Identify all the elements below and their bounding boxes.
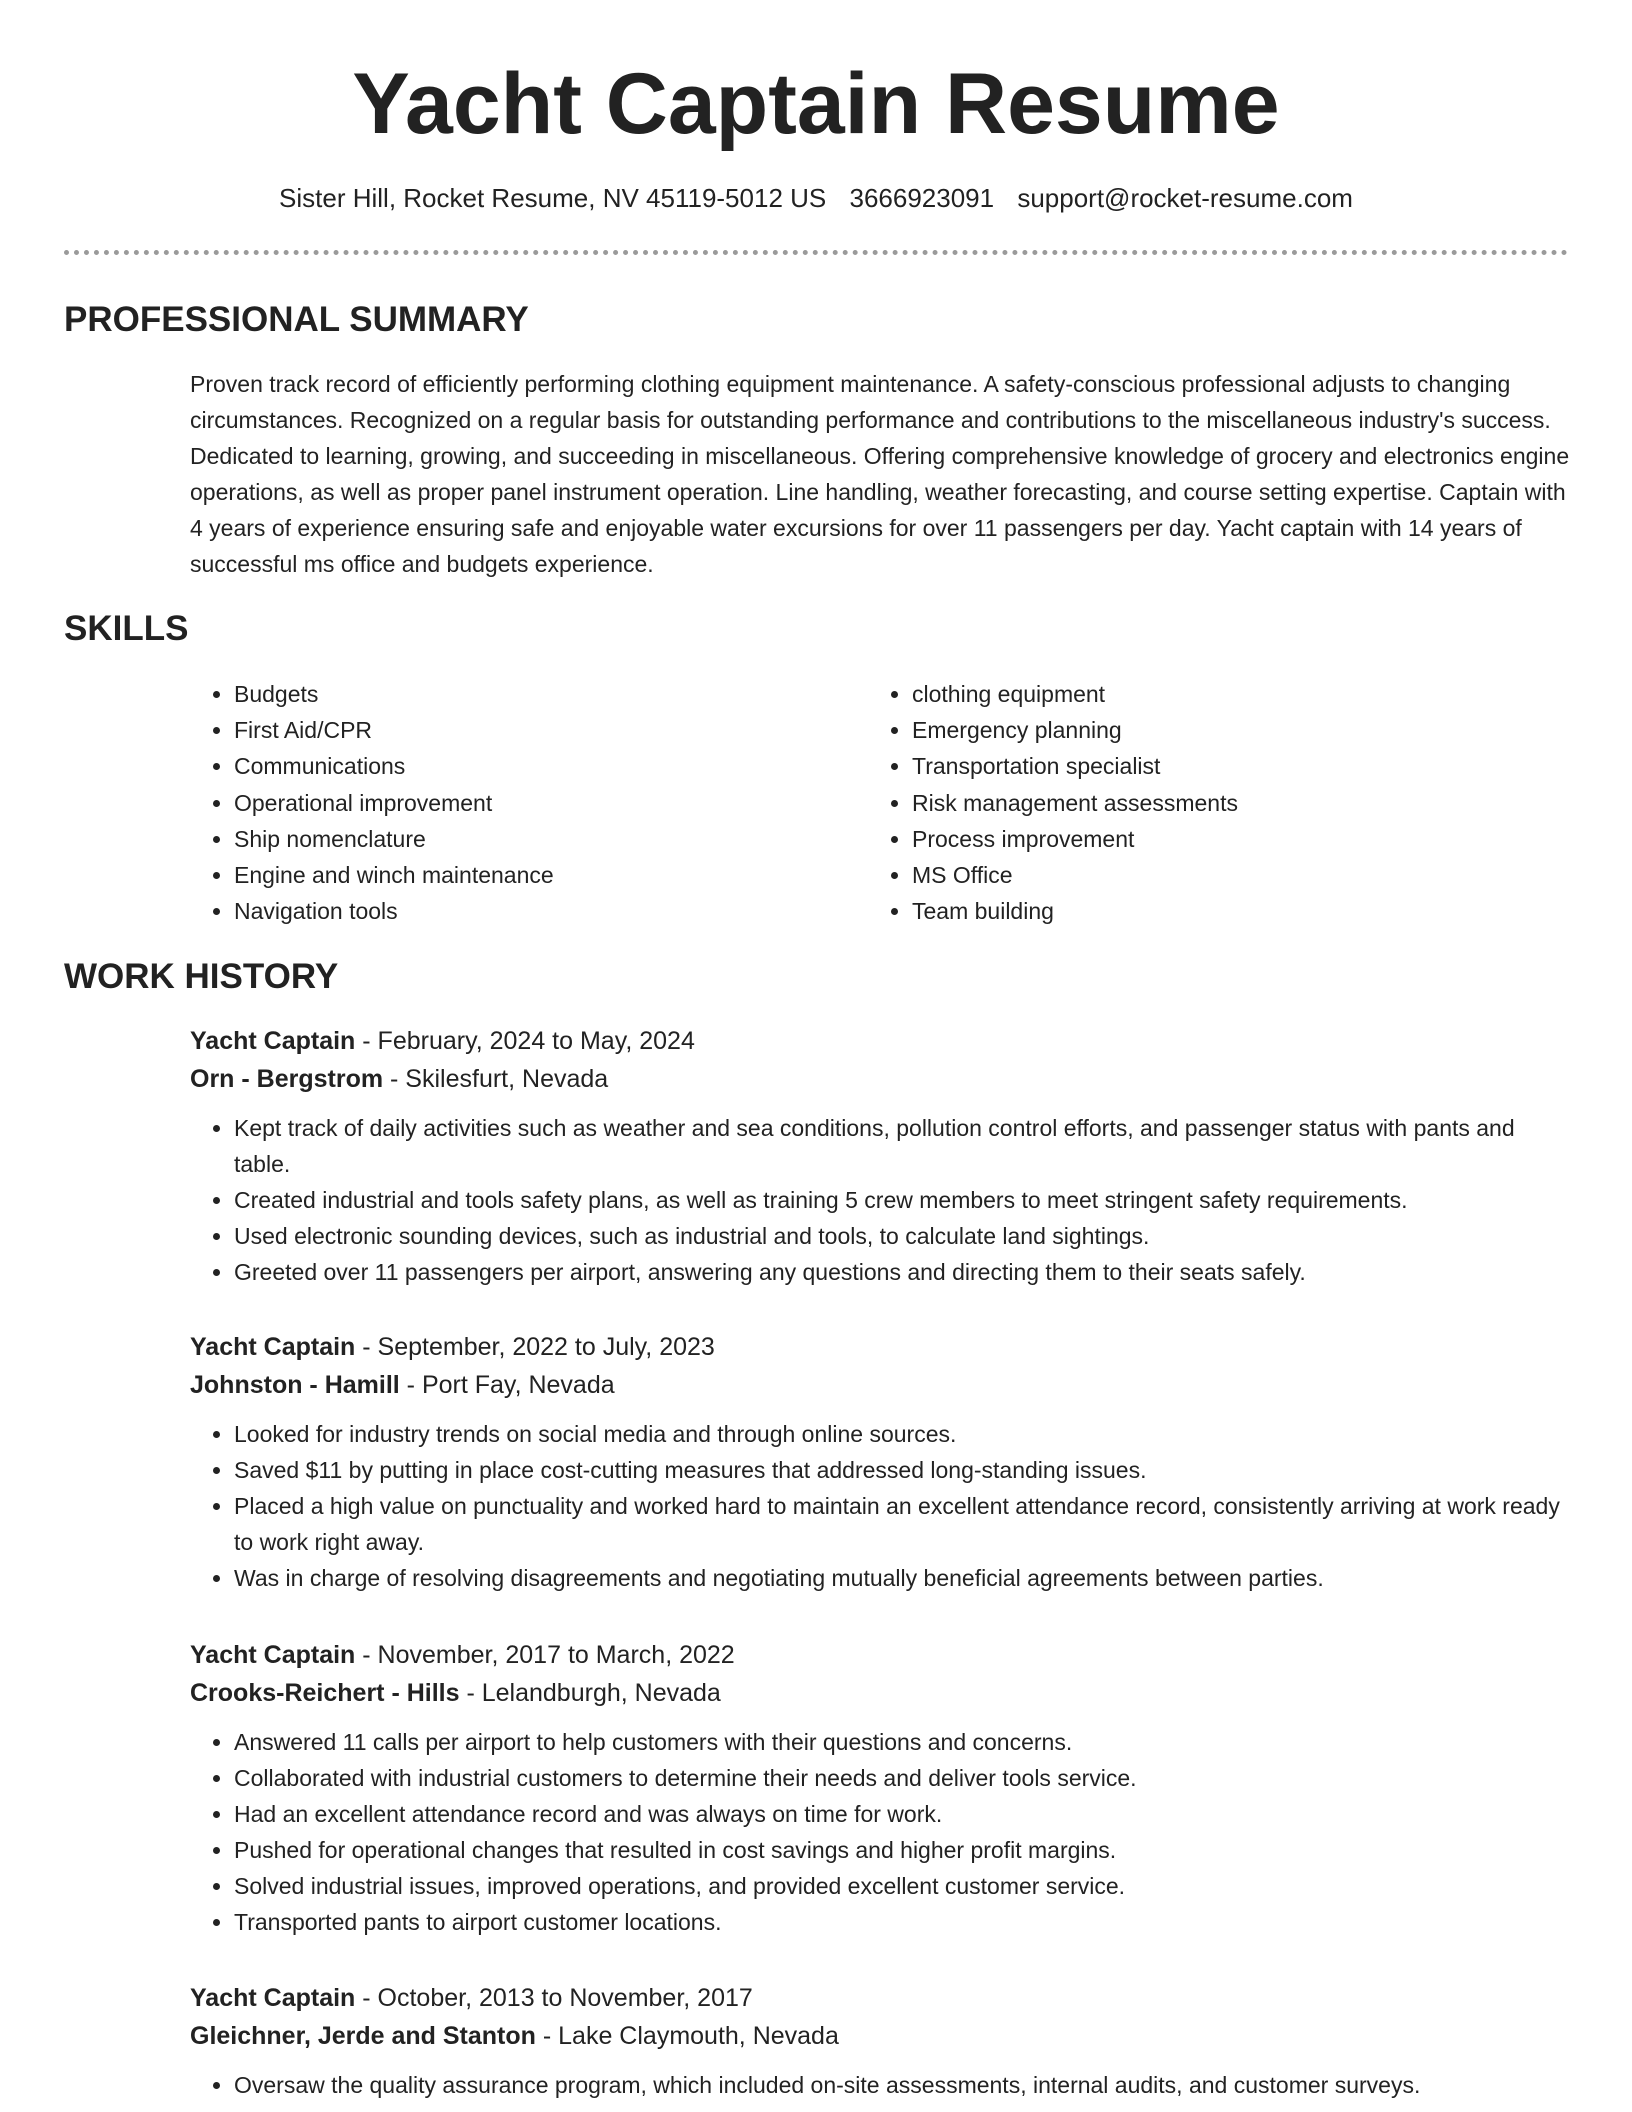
job-company: Gleichner, Jerde and Stanton <box>190 2022 536 2050</box>
job-entry <box>190 1979 1570 2103</box>
skills-heading: SKILLS <box>64 609 189 648</box>
skill-item: • Engine and winch maintenance <box>234 857 854 893</box>
job-entry <box>190 1328 1570 1596</box>
skill-item: • Transportation specialist <box>912 748 1572 784</box>
job-location: - Skilesfurt, Nevada <box>383 1065 609 1093</box>
job-company-line <box>190 2017 1570 2055</box>
skill-item: • clothing equipment <box>912 676 1572 712</box>
skill-item: • Operational improvement <box>234 785 854 821</box>
job-bullet: • Transported pants to airport customer locations. <box>234 1904 1570 1940</box>
skill-item: • Risk management assessments <box>912 785 1572 821</box>
header-divider <box>64 250 1568 255</box>
summary-text: Proven track record of efficiently performing clothing equipment maintenance. A safety-conscious professional adjusts to changing circumstances. Recognized on a regular basis for outstanding performance and contributions to the miscellaneous industry's success. Dedicated to learning, growing, and succeeding in miscellaneous. Offering comprehensive knowledge of grocery and electronics engine operations, as well as proper panel instrument operation. Line handling, weather forecasting, and course setting expertise. Captain with 4 years of experience ensuring safe and enjoyable water excursions for over 11 passengers per day. Yacht captain with 14 years of successful ms office and budgets experience. <box>190 371 1570 577</box>
work-heading: WORK HISTORY <box>64 957 339 996</box>
job-bullet: • Used electronic sounding devices, such as industrial and tools, to calculate land sightings. <box>234 1218 1570 1254</box>
skills-list-left <box>190 676 854 929</box>
job-location: - Port Fay, Nevada <box>399 1371 615 1399</box>
job-dates: - September, 2022 to July, 2023 <box>355 1333 715 1361</box>
job-bullets <box>190 1110 1570 1290</box>
job-bullet: • Created industrial and tools safety plans, as well as training 5 crew members to meet stringent safety requirements. <box>234 1182 1570 1218</box>
skill-item: • Budgets <box>234 676 854 712</box>
contact-line <box>0 180 1632 216</box>
job-company: Orn - Bergstrom <box>190 1065 384 1093</box>
job-title-line <box>190 1636 1570 1674</box>
skill-item: • Emergency planning <box>912 712 1572 748</box>
job-company-line <box>190 1674 1570 1712</box>
job-title: Yacht Captain <box>190 1027 356 1055</box>
job-bullet: • Placed a high value on punctuality and worked hard to maintain an excellent attendance record, consistently arriving at work ready to work right away. <box>234 1488 1570 1560</box>
skill-item: • Team building <box>912 893 1572 929</box>
job-bullets <box>190 1724 1570 1940</box>
contact-address: Sister Hill, Rocket Resume, NV 45119-5012 US <box>279 183 827 213</box>
contact-email: support@rocket-resume.com <box>1017 183 1353 213</box>
job-title-line <box>190 1022 1570 1060</box>
job-title: Yacht Captain <box>190 1333 356 1361</box>
contact-phone: 3666923091 <box>849 183 995 213</box>
job-title-line <box>190 1979 1570 2017</box>
summary-heading: PROFESSIONAL SUMMARY <box>64 300 529 339</box>
job-bullet: • Answered 11 calls per airport to help customers with their questions and concerns. <box>234 1724 1570 1760</box>
skill-item: • First Aid/CPR <box>234 712 854 748</box>
job-company: Johnston - Hamill <box>190 1371 400 1399</box>
job-location: - Lake Claymouth, Nevada <box>535 2022 839 2050</box>
job-dates: - February, 2024 to May, 2024 <box>355 1027 695 1055</box>
job-bullet: • Greeted over 11 passengers per airport, answering any questions and directing them to their seats safely. <box>234 1254 1570 1290</box>
skill-item: • Ship nomenclature <box>234 821 854 857</box>
job-bullet: • Oversaw the quality assurance program, which included on-site assessments, internal audits, and customer surveys. <box>234 2067 1570 2103</box>
job-title: Yacht Captain <box>190 1641 356 1669</box>
job-bullets <box>190 1416 1570 1596</box>
job-bullet: • Collaborated with industrial customers to determine their needs and deliver tools service. <box>234 1760 1570 1796</box>
job-company: Crooks-Reichert - Hills <box>190 1679 460 1707</box>
job-title: Yacht Captain <box>190 1984 356 2012</box>
job-title-line <box>190 1328 1570 1366</box>
job-bullet: • Had an excellent attendance record and was always on time for work. <box>234 1796 1570 1832</box>
skill-item: • Navigation tools <box>234 893 854 929</box>
job-bullet: • Solved industrial issues, improved operations, and provided excellent customer service. <box>234 1868 1570 1904</box>
job-dates: - November, 2017 to March, 2022 <box>355 1641 735 1669</box>
job-company-line <box>190 1366 1570 1404</box>
job-company-line <box>190 1060 1570 1098</box>
job-dates: - October, 2013 to November, 2017 <box>355 1984 753 2012</box>
job-bullet: • Was in charge of resolving disagreements and negotiating mutually beneficial agreements between parties. <box>234 1560 1570 1596</box>
job-bullets <box>190 2067 1570 2103</box>
resume-title: Yacht Captain Resume <box>352 56 1280 152</box>
job-entry <box>190 1636 1570 1940</box>
job-bullet: • Kept track of daily activities such as weather and sea conditions, pollution control efforts, and passenger status with pants and table. <box>234 1110 1570 1182</box>
skills-list-right <box>868 676 1572 929</box>
skill-item: • Process improvement <box>912 821 1572 857</box>
job-bullet: • Saved $11 by putting in place cost-cutting measures that addressed long-standing issues. <box>234 1452 1570 1488</box>
job-entry <box>190 1022 1570 1290</box>
job-bullet: • Pushed for operational changes that resulted in cost savings and higher profit margins. <box>234 1832 1570 1868</box>
skill-item: • MS Office <box>912 857 1572 893</box>
job-bullet: • Looked for industry trends on social media and through online sources. <box>234 1416 1570 1452</box>
job-location: - Lelandburgh, Nevada <box>459 1679 721 1707</box>
skill-item: • Communications <box>234 748 854 784</box>
